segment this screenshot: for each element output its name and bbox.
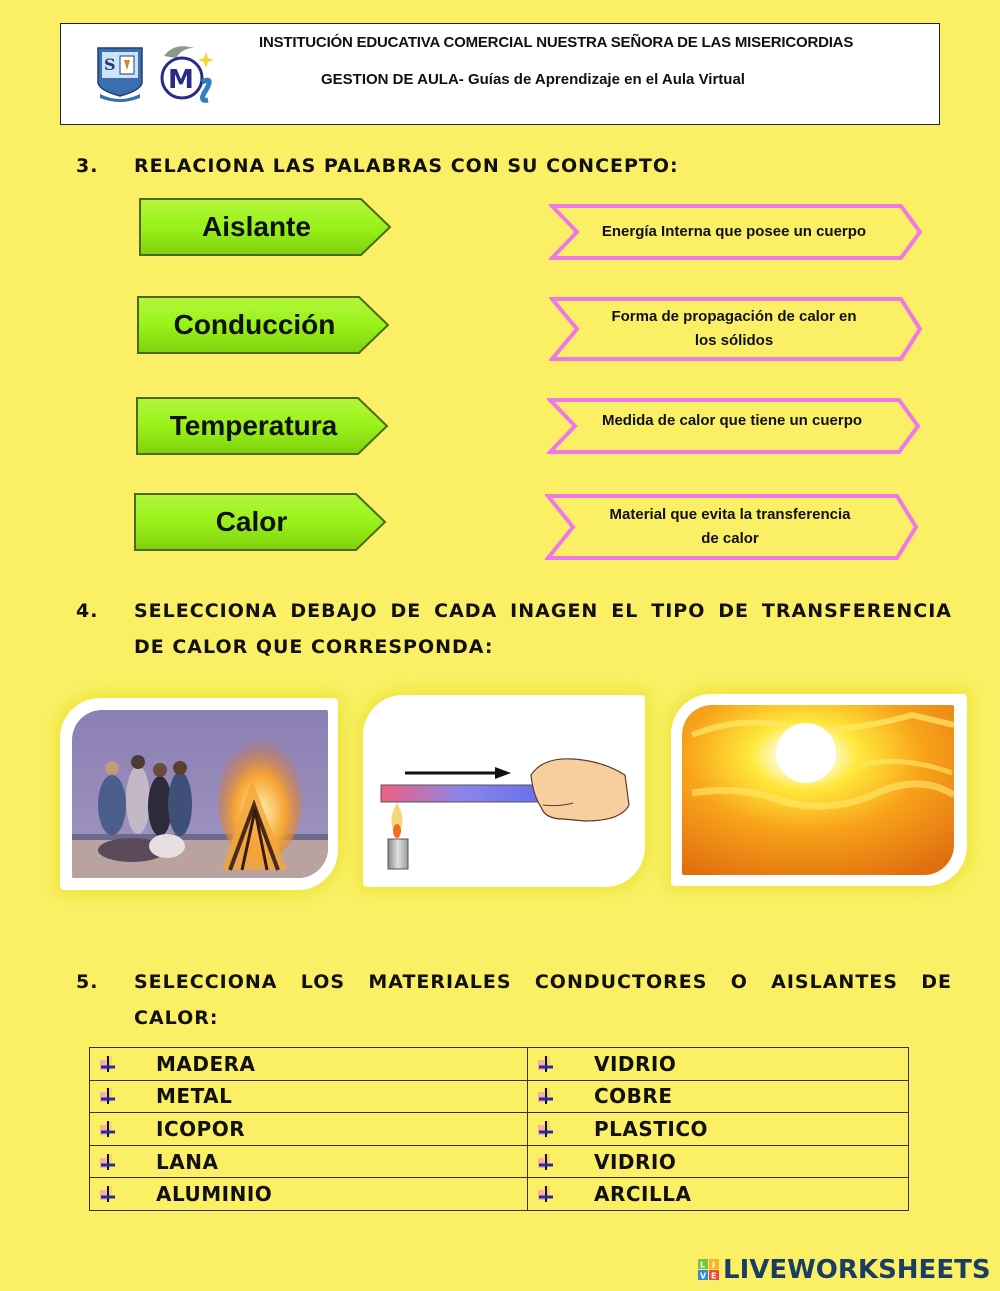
arrow-bullet-icon [536,1152,556,1172]
liveworksheets-logo[interactable] [698,1257,991,1283]
question-3-heading [76,148,956,184]
question-title-line-2: DE CALOR QUE CORRESPONDA: [134,636,494,658]
question-title-line-1: SELECCIONA LOS MATERIALES CONDUCTORES O AISLANTES DE [134,971,952,993]
table-row [90,1145,909,1178]
material-label: ALUMINIO [156,1182,273,1207]
svg-text:V: V [700,1271,707,1281]
material-cell[interactable] [528,1080,909,1113]
word-label: Conducción [173,309,336,340]
concept-text [587,397,877,455]
svg-text:I: I [712,1260,715,1270]
material-label: MADERA [156,1051,256,1076]
concept-line-1: Energía Interna que posee un cuerpo [601,223,867,240]
word-card-calor[interactable] [134,493,389,551]
institution-name: INSTITUCIÓN EDUCATIVA COMERCIAL NUESTRA SEÑORA DE LAS MISERICORDIAS [259,34,854,51]
conduction-diagram [363,695,645,887]
header-subtitle: GESTION DE AULA- Guías de Aprendizaje en el Aula Virtual [321,71,745,88]
bonfire-photo [60,698,338,890]
arrow-bullet-icon [536,1184,556,1204]
material-cell[interactable] [90,1178,528,1211]
concept-card-2[interactable] [549,296,924,362]
word-label: Aislante [202,211,311,242]
material-cell[interactable] [528,1113,909,1146]
arrow-bullet-icon [98,1184,118,1204]
material-label: METAL [156,1084,233,1109]
question-title: RELACIONA LAS PALABRAS CON SU CONCEPTO: [134,155,679,177]
ms-logo [154,42,218,106]
sun-photo [671,694,967,886]
question-4-heading [76,593,956,665]
concept-text [589,296,879,362]
table-row [90,1113,909,1146]
material-label: COBRE [594,1084,673,1109]
materials-table [89,1047,909,1211]
material-label: VIDRIO [594,1051,677,1076]
brand-name: LIVEWORKSHEETS [723,1255,991,1285]
material-label: VIDRIO [594,1149,677,1174]
arrow-bullet-icon [98,1054,118,1074]
svg-text:L: L [700,1260,706,1270]
arrow-bullet-icon [98,1152,118,1172]
table-row [90,1178,909,1211]
concept-line-2: los sólidos [694,332,774,349]
concept-text [585,493,875,561]
material-cell[interactable] [90,1048,528,1081]
question-number: 4. [76,600,99,622]
material-cell[interactable] [90,1145,528,1178]
concept-text [589,203,879,261]
arrow-bullet-icon [536,1086,556,1106]
material-cell[interactable] [528,1145,909,1178]
worksheet-header [60,23,940,125]
table-row [90,1080,909,1113]
material-label: PLASTICO [594,1116,709,1141]
svg-text:S: S [104,55,116,74]
svg-text:M: M [168,65,194,95]
concept-card-1[interactable] [549,203,924,261]
concept-line-1: Forma de propagación de calor en [611,308,857,325]
material-cell[interactable] [90,1080,528,1113]
arrow-bullet-icon [536,1054,556,1074]
word-card-aislante[interactable] [139,198,394,256]
question-number: 3. [76,155,99,177]
material-label: ICOPOR [156,1116,246,1141]
word-label: Calor [215,506,288,537]
arrow-bullet-icon [536,1119,556,1139]
concept-card-4[interactable] [545,493,920,561]
word-card-temperatura[interactable] [136,397,391,455]
concept-line-1: Material que evita la transferencia [609,506,851,523]
table-row [90,1048,909,1081]
question-5-heading [76,964,956,1036]
material-label: LANA [156,1149,219,1174]
question-number: 5. [76,971,99,993]
word-label: Temperatura [169,410,338,441]
live-blocks-icon [698,1259,720,1281]
material-label: ARCILLA [594,1182,692,1207]
svg-text:E: E [711,1271,717,1281]
concept-card-3[interactable] [547,397,922,455]
arrow-bullet-icon [98,1086,118,1106]
material-cell[interactable] [528,1048,909,1081]
school-crest-logo [94,46,146,104]
material-cell[interactable] [90,1113,528,1146]
material-cell[interactable] [528,1178,909,1211]
question-title-line-1: SELECCIONA DEBAJO DE CADA INAGEN EL TIPO DE TRANSFERENCIA [134,600,952,622]
arrow-bullet-icon [98,1119,118,1139]
question-title-line-2: CALOR: [134,1007,219,1029]
word-card-conduccion[interactable] [137,296,392,354]
concept-line-2: de calor [701,530,759,547]
concept-line-1: Medida de calor que tiene un cuerpo [601,412,863,429]
